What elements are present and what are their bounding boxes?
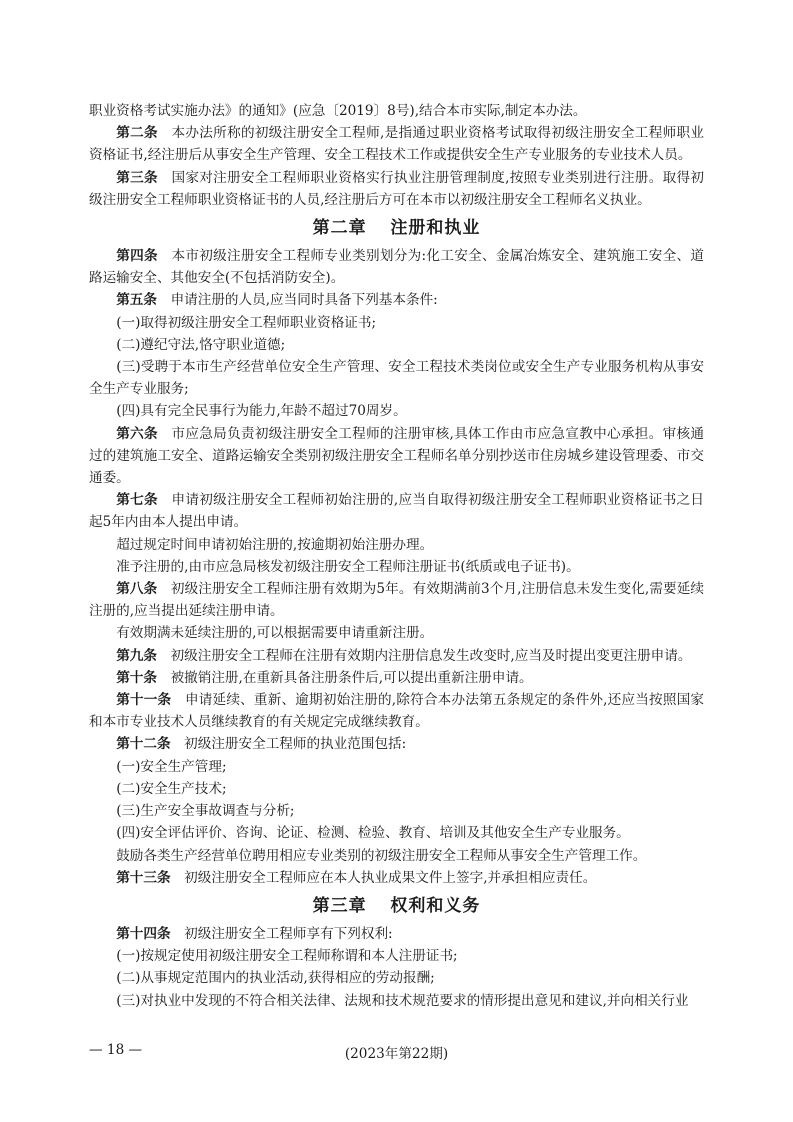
paragraph-text: (三)受聘于本市生产经营单位安全生产管理、安全工程技术类岗位或安全生产专业服务机构从事安全生产专业服务; — [89, 359, 704, 398]
article-number: 第十二条 — [116, 736, 171, 753]
article-number: 第十四条 — [116, 925, 171, 942]
paragraph-text: 鼓励各类生产经营单位聘用相应专业类别的初级注册安全工程师从事安全生产管理工作。 — [116, 847, 647, 864]
article-paragraph — [89, 645, 704, 667]
chapter-title: 注册和执业 — [390, 218, 481, 239]
article-paragraph — [89, 489, 704, 533]
article-number: 第八条 — [116, 581, 158, 598]
paragraph-text: 职业资格考试实施办法》的通知》(应急〔2019〕8号),结合本市实际,制定本办法。 — [89, 103, 587, 119]
paragraph-text: (四)安全评估评价、咨询、论证、检测、检验、教育、培训及其他安全生产专业服务。 — [116, 825, 630, 842]
paragraph-text: 申请注册的人员,应当同时具备下列基本条件: — [170, 292, 438, 309]
paragraph-text: 初级注册安全工程师享有下列权利: — [184, 925, 393, 942]
paragraph — [89, 100, 704, 122]
paragraph-text: 初级注册安全工程师注册有效期为5年。有效期满前3个月,注册信息未发生变化,需要延续注册的,应当提出延续注册申请。 — [89, 581, 705, 620]
article-paragraph — [89, 923, 704, 945]
paragraph — [89, 622, 704, 644]
paragraph — [89, 534, 704, 556]
article-paragraph — [89, 289, 704, 311]
issue-label: (2023年第22期) — [344, 1046, 449, 1062]
article-paragraph — [89, 578, 704, 622]
paragraph-text: (三)对执业中发现的不符合相关法律、法规和技术规范要求的情形提出意见和建议,并向相关行业 — [116, 992, 689, 1009]
paragraph — [89, 556, 704, 578]
paragraph-text: (一)取得初级注册安全工程师职业资格证书; — [116, 314, 377, 331]
paragraph-text: 被撤销注册,在重新具备注册条件后,可以提出重新注册申请。 — [170, 669, 533, 686]
paragraph-text: (一)安全生产管理; — [116, 758, 227, 775]
paragraph-text: (二)安全生产技术; — [116, 780, 227, 797]
paragraph-text: 申请延续、重新、逾期初始注册的,除符合本办法第五条规定的条件外,还应当按照国家和本市专业技术人员继续教育的有关规定完成继续教育。 — [89, 692, 705, 731]
paragraph — [89, 822, 704, 844]
chapter-heading — [89, 895, 704, 917]
article-number: 第十三条 — [116, 869, 171, 886]
page-footer — [89, 1042, 704, 1062]
article-paragraph — [89, 423, 704, 490]
paragraph-text: 超过规定时间申请初始注册的,按逾期初始注册办理。 — [116, 536, 434, 553]
paragraph-text: (三)生产安全事故调查与分析; — [116, 803, 295, 820]
chapter-heading — [89, 217, 704, 239]
paragraph-text: 市应急局负责初级注册安全工程师的注册审核,具体工作由市应急宣教中心承担。审核通过的建筑施工安全、道路运输安全类别初级注册安全工程师名单分别抄送市住房城乡建设管理委、市交通委。 — [89, 425, 704, 487]
paragraph — [89, 756, 704, 778]
article-number: 第六条 — [116, 425, 158, 442]
article-number: 第四条 — [116, 248, 158, 265]
paragraph-text: 有效期满未延续注册的,可以根据需要申请重新注册。 — [116, 625, 434, 642]
paragraph — [89, 356, 704, 400]
paragraph — [89, 845, 704, 867]
article-number: 第九条 — [116, 647, 157, 664]
paragraph-text: 本办法所称的初级注册安全工程师,是指通过职业资格考试取得初级注册安全工程师职业资格证书,经注册后从事安全生产管理、安全工程技术工作或提供安全生产专业服务的专业技术人员。 — [89, 125, 704, 164]
chapter-number: 第三章 — [312, 895, 367, 916]
article-paragraph — [89, 867, 704, 889]
paragraph — [89, 312, 704, 334]
paragraph-text: 本市初级注册安全工程师专业类别划分为:化工安全、金属冶炼安全、建筑施工安全、道路运输安全、其他安全(不包括消防安全)。 — [89, 248, 705, 287]
paragraph-text: 初级注册安全工程师的执业范围包括: — [184, 736, 407, 753]
paragraph — [89, 400, 704, 422]
article-paragraph — [89, 167, 704, 211]
paragraph — [89, 334, 704, 356]
paragraph-text: 初级注册安全工程师在注册有效期内注册信息发生改变时,应当及时提出变更注册申请。 — [170, 647, 692, 664]
article-paragraph — [89, 733, 704, 755]
paragraph-text: 申请初级注册安全工程师初始注册的,应当自取得初级注册安全工程师职业资格证书之日起5年内由本人提出申请。 — [89, 492, 704, 531]
paragraph-text: 准予注册的,由市应急局核发初级注册安全工程师注册证书(纸质或电子证书)。 — [116, 558, 580, 575]
article-number: 第七条 — [116, 492, 158, 509]
chapter-title: 权利和义务 — [390, 895, 481, 916]
paragraph — [89, 967, 704, 989]
paragraph — [89, 990, 704, 1012]
article-paragraph — [89, 245, 704, 289]
paragraph-text: (二)从事规定范围内的执业活动,获得相应的劳动报酬; — [116, 970, 435, 987]
paragraph-text: 国家对注册安全工程师职业资格实行执业注册管理制度,按照专业类别进行注册。取得初级注册安全工程师职业资格证书的人员,经注册后方可在本市以初级注册安全工程师名义执业。 — [89, 169, 704, 208]
chapter-number: 第二章 — [312, 218, 367, 239]
paragraph — [89, 945, 704, 967]
page-number: — 18 — — [89, 1042, 143, 1058]
article-number: 第三条 — [116, 169, 158, 186]
article-number: 第二条 — [116, 125, 158, 142]
paragraph — [89, 800, 704, 822]
paragraph-text: (二)遵纪守法,恪守职业道德; — [116, 336, 286, 353]
paragraph-text: (一)按规定使用初级注册安全工程师称谓和本人注册证书; — [116, 948, 458, 965]
paragraph — [89, 778, 704, 800]
document-body — [89, 100, 704, 1012]
article-number: 第五条 — [116, 292, 157, 309]
paragraph-text: (四)具有完全民事行为能力,年龄不超过70周岁。 — [116, 403, 407, 420]
article-number: 第十条 — [116, 669, 157, 686]
paragraph-text: 初级注册安全工程师应在本人执业成果文件上签字,并承担相应责任。 — [184, 869, 597, 886]
article-paragraph — [89, 667, 704, 689]
article-number: 第十一条 — [116, 692, 172, 709]
article-paragraph — [89, 122, 704, 166]
article-paragraph — [89, 689, 704, 733]
